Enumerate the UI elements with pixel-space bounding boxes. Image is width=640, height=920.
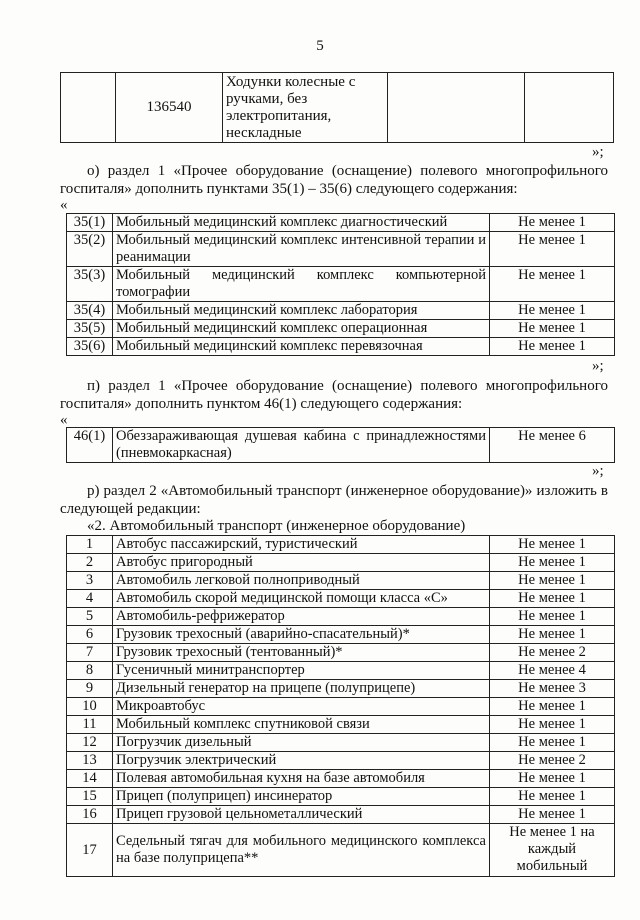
table-row [67, 752, 615, 770]
table-row [67, 554, 615, 572]
table-cell-num: 35(1) [67, 214, 113, 232]
table-o [66, 213, 615, 356]
table-cell-name: Автомобиль-рефрижератор [113, 608, 490, 626]
section-heading: «2. Автомобильный транспорт (инженерное оборудование) [87, 518, 466, 534]
table-p-num: 46(1) [67, 428, 113, 463]
table-cell-num: 13 [67, 752, 113, 770]
table-cell-num: 17 [67, 824, 113, 877]
table-cell-qty: Не менее 1 [490, 716, 615, 734]
table-cell-name: Мобильный медицинский комплекс интенсивной терапии и реанимации [113, 232, 490, 267]
table-p-qty: Не менее 6 [490, 428, 615, 463]
table-cell-qty: Не менее 1 [490, 320, 615, 338]
table-row [67, 644, 615, 662]
table-cell-qty: Не менее 1 [490, 214, 615, 232]
table-cell-name: Мобильный медицинский комплекс перевязочная [113, 338, 490, 356]
table-cell-name: Дизельный генератор на прицепе (полуприцепе) [113, 680, 490, 698]
table-row [67, 806, 615, 824]
table-cell-qty: Не менее 1 [490, 698, 615, 716]
table-cell-qty: Не менее 1 [490, 770, 615, 788]
table-cell-name: Микроавтобус [113, 698, 490, 716]
table-cell-name: Прицеп грузовой цельнометаллический [113, 806, 490, 824]
paragraph-o: о) раздел 1 «Прочее оборудование (оснащение) полевого многопрофильного госпиталя» дополнить пунктами 35(1) – 35(6) следующего содержания: [60, 163, 608, 197]
table-cell-qty: Не менее 1 [490, 232, 615, 267]
table-cell-qty: Не менее 1 [490, 267, 615, 302]
table-cell-num: 1 [67, 536, 113, 554]
table-row [67, 572, 615, 590]
paragraph-r: р) раздел 2 «Автомобильный транспорт (инженерное оборудование)» изложить в следующей редакции: [60, 483, 608, 517]
table-cell-num: 3 [67, 572, 113, 590]
table-row [67, 590, 615, 608]
table-cell-name: Мобильный медицинский комплекс диагностический [113, 214, 490, 232]
table-cell-qty: Не менее 1 [490, 302, 615, 320]
table-cell-num: 10 [67, 698, 113, 716]
table-cell-num: 8 [67, 662, 113, 680]
table-row [67, 320, 615, 338]
table-cell-name: Мобильный медицинский комплекс компьютерной томографии [113, 267, 490, 302]
table-cell-qty: Не менее 1 [490, 536, 615, 554]
table-cell-num: 16 [67, 806, 113, 824]
table-cell-num: 2 [67, 554, 113, 572]
table-cell-qty: Не менее 1 [490, 572, 615, 590]
table-cell-name: Прицеп (полуприцеп) инсинератор [113, 788, 490, 806]
top-table-code: 136540 [116, 73, 223, 143]
table-cell-qty: Не менее 4 [490, 662, 615, 680]
table-cell-num: 14 [67, 770, 113, 788]
table-row [67, 770, 615, 788]
table-cell-name: Автомобиль легковой полноприводный [113, 572, 490, 590]
table-cell-num: 15 [67, 788, 113, 806]
page-number: 5 [316, 38, 324, 54]
table-row [67, 232, 615, 267]
table-row [67, 608, 615, 626]
table-cell-name: Грузовик трехосный (тентованный)* [113, 644, 490, 662]
table-row [67, 716, 615, 734]
table-cell-name: Автомобиль скорой медицинской помощи класса «С» [113, 590, 490, 608]
top-table-empty-cell [388, 73, 525, 143]
table-cell-num: 35(3) [67, 267, 113, 302]
top-table-name: Ходунки колесные с ручками, без электропитания, нескладные [223, 73, 388, 143]
table-cell-num: 35(4) [67, 302, 113, 320]
table-row [67, 338, 615, 356]
table-cell-num: 4 [67, 590, 113, 608]
table-cell-num: 7 [67, 644, 113, 662]
table-cell-name: Грузовик трехосный (аварийно-спасательный)* [113, 626, 490, 644]
table-row [67, 698, 615, 716]
quote-close: »; [592, 144, 604, 160]
table-cell-qty: Не менее 1 [490, 338, 615, 356]
table-cell-name: Седельный тягач для мобильного медицинского комплекса на базе полуприцепа** [113, 824, 490, 877]
top-table [60, 72, 614, 143]
table-cell-qty: Не менее 1 [490, 590, 615, 608]
table-row [67, 662, 615, 680]
table-row [67, 536, 615, 554]
table-row [67, 734, 615, 752]
table-row [67, 680, 615, 698]
table-cell-name: Гусеничный минитранспортер [113, 662, 490, 680]
table-row [67, 214, 615, 232]
paragraph-p: п) раздел 1 «Прочее оборудование (оснащение) полевого многопрофильного госпиталя» дополнить пунктом 46(1) следующего содержания: [60, 378, 608, 412]
table-cell-num: 35(6) [67, 338, 113, 356]
table-cell-qty: Не менее 2 [490, 752, 615, 770]
table-cell-name: Погрузчик электрический [113, 752, 490, 770]
table-cell-num: 11 [67, 716, 113, 734]
table-cell-num: 35(2) [67, 232, 113, 267]
table-row [67, 302, 615, 320]
table-cell-qty: Не менее 1 [490, 806, 615, 824]
table-cell-num: 5 [67, 608, 113, 626]
table-row [67, 788, 615, 806]
table-row [67, 626, 615, 644]
table-p-name: Обеззараживающая душевая кабина с принадлежностями (пневмокаркасная) [113, 428, 490, 463]
top-table-empty-cell [525, 73, 614, 143]
table-cell-qty: Не менее 1 [490, 608, 615, 626]
table-cell-num: 35(5) [67, 320, 113, 338]
table-row [67, 267, 615, 302]
table-cell-num: 12 [67, 734, 113, 752]
table-cell-qty: Не менее 1 на каждый мобильный [490, 824, 615, 877]
table-cell-name: Автобус пригородный [113, 554, 490, 572]
table-cell-qty: Не менее 1 [490, 626, 615, 644]
table-cell-name: Погрузчик дизельный [113, 734, 490, 752]
table-cell-name: Мобильный медицинский комплекс лаборатория [113, 302, 490, 320]
table-cell-qty: Не менее 1 [490, 554, 615, 572]
table-cell-qty: Не менее 2 [490, 644, 615, 662]
quote-open: « [60, 412, 68, 428]
quote-close: »; [592, 463, 604, 479]
top-table-empty-cell [61, 73, 116, 143]
table-cell-name: Мобильный медицинский комплекс операционная [113, 320, 490, 338]
table-p [66, 427, 615, 463]
table-cell-name: Автобус пассажирский, туристический [113, 536, 490, 554]
table-cell-name: Полевая автомобильная кухня на базе автомобиля [113, 770, 490, 788]
quote-open: « [60, 197, 68, 213]
table-row [67, 824, 615, 877]
table-r [66, 535, 615, 877]
table-cell-qty: Не менее 1 [490, 788, 615, 806]
table-cell-qty: Не менее 3 [490, 680, 615, 698]
table-cell-num: 9 [67, 680, 113, 698]
quote-close: »; [592, 358, 604, 374]
table-cell-num: 6 [67, 626, 113, 644]
table-cell-name: Мобильный комплекс спутниковой связи [113, 716, 490, 734]
table-cell-qty: Не менее 1 [490, 734, 615, 752]
